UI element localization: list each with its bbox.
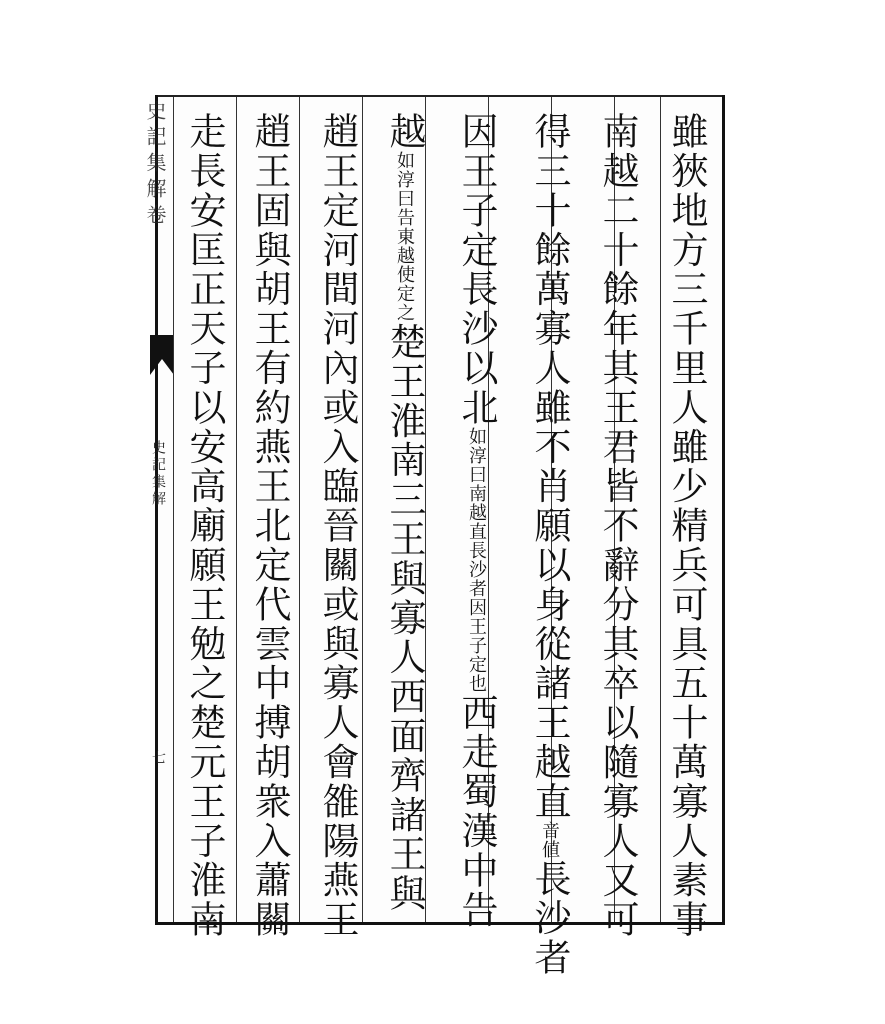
- margin-header-text: 史記集解卷: [143, 100, 167, 230]
- main-text-continued: 長沙者: [528, 859, 571, 978]
- main-text-continued: 楚王淮南三王與寡人西面齊諸王與: [383, 322, 426, 914]
- column-rule: [173, 97, 174, 922]
- main-text: 南越二十餘年其王君皆不辭分其卒以隨寡人又可: [596, 112, 639, 940]
- margin-book-title: 史記集解: [150, 440, 166, 508]
- text-column-1: [662, 112, 710, 939]
- commentary-note: 音値: [539, 821, 560, 860]
- frame-right-border: [722, 95, 725, 925]
- margin-page-number: 七: [150, 750, 166, 764]
- text-column-6: [313, 112, 361, 939]
- commentary-note: 如淳曰南越直長沙者因王子定也: [466, 427, 487, 694]
- main-text: 雖狹地方三千里人雖少精兵可具五十萬寡人素事: [665, 112, 708, 940]
- commentary-note: 如淳曰告東越使定之: [394, 151, 415, 323]
- text-column-8: [180, 112, 228, 939]
- main-text: 得三十餘萬寡人雖不肖願以身從諸王越直: [528, 112, 571, 822]
- frame-top-border: [155, 95, 725, 97]
- text-column-3: [525, 112, 573, 977]
- text-column-7: [245, 112, 293, 939]
- text-column-2: [593, 112, 641, 939]
- main-text: 因王子定長沙以北: [455, 112, 498, 428]
- text-column-5: [380, 112, 428, 913]
- main-text: 趙王定河間河內或入臨晉關或與寡人會雒陽燕王: [316, 112, 359, 940]
- column-rule: [299, 97, 300, 922]
- main-text: 越: [383, 112, 426, 152]
- text-column-4: [452, 112, 500, 930]
- main-text-continued: 西走蜀漢中告: [455, 693, 498, 930]
- main-text: 走長安匡正天子以安高廟願王勉之楚元王子淮南: [183, 112, 226, 940]
- main-text: 趙王固與胡王有約燕王北定代雲中搏胡衆入蕭關: [248, 112, 291, 940]
- column-rule: [236, 97, 237, 922]
- column-rule: [660, 97, 661, 922]
- column-rule: [362, 97, 363, 922]
